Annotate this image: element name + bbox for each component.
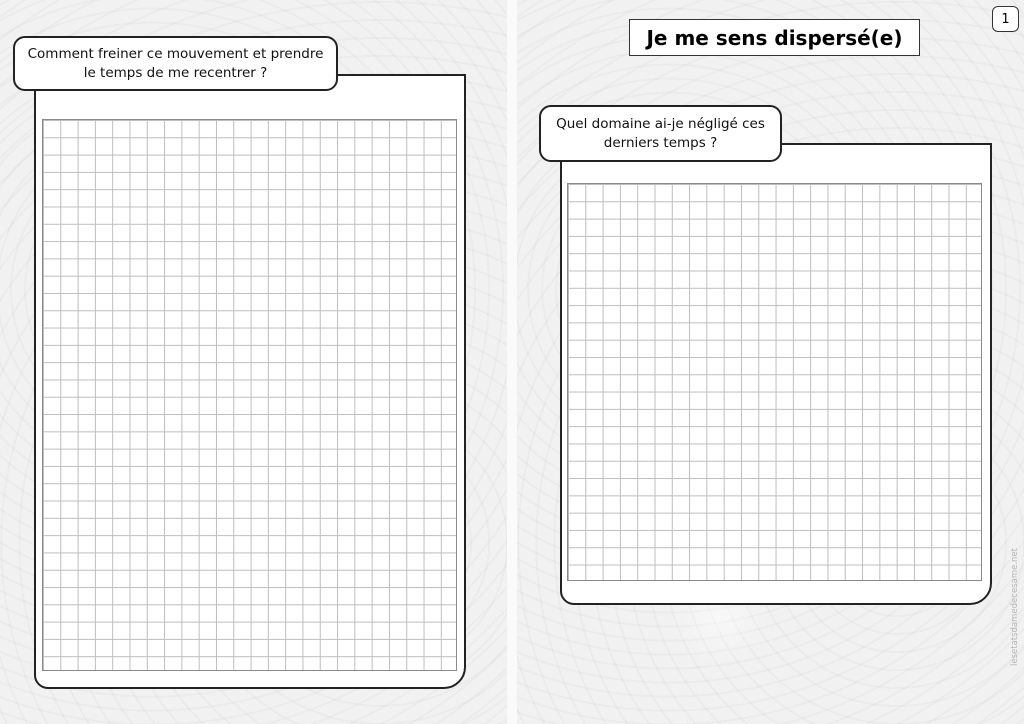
source-watermark: lesetatsdamedecesame.net xyxy=(1010,548,1020,666)
page-number-badge xyxy=(992,6,1019,32)
page-number-text: 1 xyxy=(1001,11,1010,27)
left-question-label xyxy=(13,36,338,91)
page-title xyxy=(629,19,920,56)
left-writing-grid[interactable] xyxy=(42,119,457,671)
page-title-text: Je me sens dispersé(e) xyxy=(646,25,903,50)
right-writing-grid[interactable] xyxy=(567,183,982,581)
right-question-text: Quel domaine ai-je négligé ces derniers temps ? xyxy=(556,116,765,151)
right-question-label xyxy=(539,105,782,162)
page-gutter xyxy=(507,0,517,724)
left-question-text: Comment freiner ce mouvement et prendre le temps de me recentrer ? xyxy=(27,46,324,81)
